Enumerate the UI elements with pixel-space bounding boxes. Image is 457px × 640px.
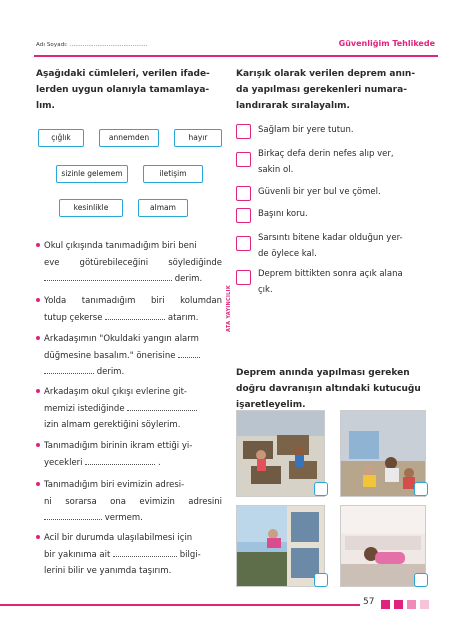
- bullet-item-1: Okul çıkışında tanımadığım biri beni eve götürebileceğini söylediğinde derim.: [44, 238, 222, 288]
- footer-square-2: [394, 600, 403, 609]
- word-box-almam: almam: [138, 199, 188, 217]
- bullet-dot: [36, 535, 40, 539]
- answer-blank: [44, 510, 102, 520]
- photo-window-jump: [236, 505, 325, 587]
- name-field-label: Adı Soyadı: ..........................................: [36, 42, 148, 48]
- order-box-5[interactable]: [236, 236, 251, 251]
- word-box-hayir: hayır: [174, 129, 222, 147]
- order-box-3[interactable]: [236, 186, 251, 201]
- answer-blank: [44, 364, 94, 374]
- right-instruction-2: Deprem anında yapılması gereken doğru davranışın altındaki kutucuğu işaretleyelim.: [236, 368, 421, 410]
- header-divider: [34, 55, 438, 57]
- word-box-iletisim: iletişim: [143, 165, 203, 183]
- left-instruction: Aşağıdaki cümleleri, verilen ifade- lerden uygun olanıyla tamamlaya- lım.: [36, 69, 210, 111]
- bullet-item-7: Acil bir durumda ulaşılabilmesi için bir yakınıma ait bilgi- lerini bilir ve yanımda taşırım.: [44, 530, 222, 580]
- bullet-dot: [36, 389, 40, 393]
- footer-divider: [0, 604, 360, 606]
- answer-blank: [44, 271, 172, 281]
- word-box-sizinle-gelemem: sizinle gelemem: [56, 165, 128, 183]
- page-title: Güvenliğim Tehlikede: [338, 39, 435, 48]
- answer-checkbox-3[interactable]: [314, 573, 328, 587]
- bullet-item-4: Arkadaşım okul çıkışı evlerine git- memizi istediğinde izin almam gerektiğini söylerim.: [44, 384, 222, 434]
- step-item-4: Başını koru.: [258, 209, 308, 219]
- bullet-item-3: Arkadaşımın "Okuldaki yangın alarm düğmesine basalım." önerisine derim.: [44, 331, 222, 381]
- bullet-dot: [36, 336, 40, 340]
- publisher-vertical-label: ATA YAYINCILIK: [226, 285, 232, 332]
- answer-checkbox-4[interactable]: [414, 573, 428, 587]
- footer-square-1: [381, 600, 390, 609]
- bullet-dot: [36, 298, 40, 302]
- right-instruction: Karışık olarak verilen deprem anın- da yapılması gerekenleri numara- landırarak sıralayalım.: [236, 69, 416, 111]
- bullet-item-6: Tanımadığım biri evimizin adresi- ni sorarsa ona evimizin adresini vermem.: [44, 477, 222, 527]
- bullet-item-2: Yolda tanımadığım biri kolumdan tutup çekerse atarım.: [44, 293, 222, 326]
- answer-blank: [85, 455, 155, 465]
- footer-square-4: [420, 600, 429, 609]
- page-number: 57: [363, 597, 375, 607]
- bullet-dot: [36, 243, 40, 247]
- footer-square-3: [407, 600, 416, 609]
- step-item-3: Güvenli bir yer bul ve çömel.: [258, 187, 381, 197]
- step-item-6: Deprem bittikten sonra açık alana çık.: [258, 269, 403, 295]
- answer-blank: [113, 547, 177, 557]
- word-box-cigl: çığlık: [38, 129, 84, 147]
- bullet-item-5: Tanımadığım birinin ikram ettiği yi- yecekleri .: [44, 438, 222, 471]
- step-item-2: Birkaç defa derin nefes alıp ver, sakin ol.: [258, 149, 394, 175]
- bullet-dot: [36, 482, 40, 486]
- photo-classroom-desks: [236, 410, 325, 497]
- order-box-6[interactable]: [236, 270, 251, 285]
- bullet-dot: [36, 443, 40, 447]
- answer-blank: [105, 310, 165, 320]
- step-item-1: Sağlam bir yere tutun.: [258, 125, 354, 135]
- answer-checkbox-2[interactable]: [414, 482, 428, 496]
- word-box-annemden: annemden: [99, 129, 159, 147]
- word-box-kesinlikle: kesinlikle: [59, 199, 123, 217]
- order-box-1[interactable]: [236, 124, 251, 139]
- answer-blank: [178, 348, 200, 358]
- answer-blank: [127, 401, 197, 411]
- answer-checkbox-1[interactable]: [314, 482, 328, 496]
- step-item-5: Sarsıntı bitene kadar olduğun yer- de öylece kal.: [258, 233, 403, 259]
- order-box-4[interactable]: [236, 208, 251, 223]
- order-box-2[interactable]: [236, 152, 251, 167]
